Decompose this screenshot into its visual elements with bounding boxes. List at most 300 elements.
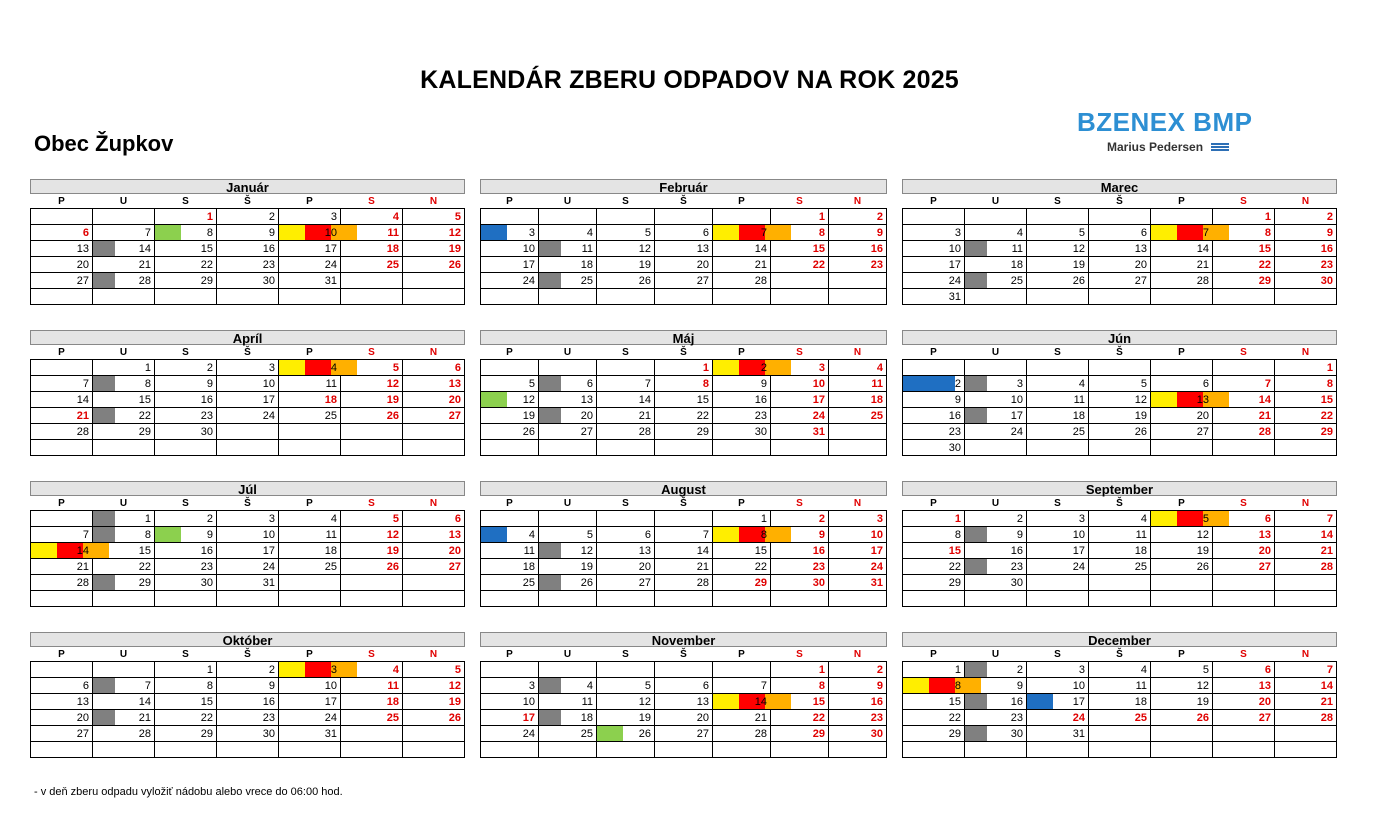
day-cell: [279, 376, 341, 392]
day-number: 14: [638, 393, 651, 406]
day-number: 20: [1196, 409, 1209, 422]
day-cell: [1089, 742, 1151, 758]
day-number: 26: [638, 727, 651, 740]
day-number: 9: [760, 377, 767, 390]
day-cell: [481, 726, 539, 742]
day-cell: [1275, 710, 1337, 726]
day-cell: [771, 662, 829, 678]
day-cell: [341, 273, 403, 289]
day-number: 7: [644, 377, 651, 390]
day-cell: [655, 678, 713, 694]
weekday-header: P: [306, 497, 313, 509]
collection-marker: [305, 360, 331, 375]
day-cell: [1027, 694, 1089, 710]
day-cell: [1151, 209, 1213, 225]
day-cell: [1089, 209, 1151, 225]
day-cell: [771, 257, 829, 273]
day-cell: [829, 273, 887, 289]
weekday-header: U: [991, 195, 1000, 207]
weekday-header: P: [930, 497, 937, 509]
day-cell: [481, 424, 539, 440]
day-cell: [1213, 376, 1275, 392]
day-number: 30: [200, 425, 213, 438]
day-cell: [829, 710, 887, 726]
day-cell: [217, 511, 279, 527]
week-row: [481, 408, 887, 424]
week-row: [481, 742, 887, 758]
day-number: 3: [1016, 377, 1023, 390]
day-cell: [713, 360, 771, 376]
month-január: [30, 179, 465, 305]
day-cell: [341, 742, 403, 758]
week-row: [481, 376, 887, 392]
day-cell: [713, 710, 771, 726]
day-cell: [341, 392, 403, 408]
day-cell: [771, 392, 829, 408]
collection-marker: [713, 360, 739, 375]
day-cell: [965, 694, 1027, 710]
week-row: [481, 225, 887, 241]
day-cell: [597, 289, 655, 305]
week-row: [903, 225, 1337, 241]
day-number: 19: [386, 393, 399, 406]
day-number: 12: [638, 242, 651, 255]
week-row: [31, 289, 465, 305]
day-number: 29: [138, 425, 151, 438]
day-cell: [713, 591, 771, 607]
day-cell: [655, 742, 713, 758]
day-number: 16: [200, 544, 213, 557]
day-cell: [155, 511, 217, 527]
day-number: 18: [580, 258, 593, 271]
day-number: 13: [448, 377, 461, 390]
day-cell: [655, 694, 713, 710]
day-cell: [403, 559, 465, 575]
week-row: [903, 511, 1337, 527]
day-cell: [1089, 257, 1151, 273]
day-number: 3: [330, 663, 337, 676]
day-cell: [829, 726, 887, 742]
day-cell: [597, 543, 655, 559]
day-cell: [217, 742, 279, 758]
weekday-header: U: [563, 195, 572, 207]
day-cell: [93, 376, 155, 392]
day-cell: [539, 559, 597, 575]
day-number: 20: [448, 544, 461, 557]
day-cell: [217, 360, 279, 376]
week-row: [481, 289, 887, 305]
week-row: [903, 408, 1337, 424]
day-cell: [481, 591, 539, 607]
day-cell: [655, 543, 713, 559]
collection-marker: [965, 559, 987, 574]
weekday-header: S: [182, 497, 189, 509]
week-row: [31, 209, 465, 225]
week-row: [481, 559, 887, 575]
day-number: 17: [948, 258, 961, 271]
day-cell: [341, 575, 403, 591]
day-cell: [93, 662, 155, 678]
day-number: 9: [268, 226, 275, 239]
day-cell: [597, 440, 655, 456]
week-row: [31, 257, 465, 273]
collection-marker: [93, 575, 115, 590]
day-cell: [1213, 575, 1275, 591]
day-number: 17: [522, 711, 535, 724]
day-cell: [829, 408, 887, 424]
week-row: [31, 662, 465, 678]
weekday-header: S: [1240, 195, 1247, 207]
day-cell: [31, 543, 93, 559]
day-number: 30: [1010, 727, 1023, 740]
week-row: [481, 662, 887, 678]
day-number: 8: [818, 679, 825, 692]
collection-marker: [539, 273, 561, 288]
day-cell: [1275, 726, 1337, 742]
day-number: 27: [1196, 425, 1209, 438]
weekday-header: P: [738, 497, 745, 509]
day-number: 19: [448, 695, 461, 708]
day-number: 13: [696, 695, 709, 708]
day-cell: [1275, 678, 1337, 694]
day-cell: [829, 543, 887, 559]
day-number: 21: [754, 258, 767, 271]
week-row: [31, 225, 465, 241]
day-cell: [155, 440, 217, 456]
day-cell: [1213, 408, 1275, 424]
week-row: [903, 392, 1337, 408]
week-row: [903, 273, 1337, 289]
day-number: 27: [696, 274, 709, 287]
day-cell: [713, 527, 771, 543]
day-cell: [965, 376, 1027, 392]
day-cell: [403, 424, 465, 440]
collection-marker: [965, 273, 987, 288]
day-number: 29: [948, 727, 961, 740]
day-number: 2: [954, 377, 961, 390]
day-cell: [1027, 678, 1089, 694]
weekday-header: U: [563, 497, 572, 509]
day-cell: [403, 511, 465, 527]
company-logo: [1077, 107, 1277, 154]
day-number: 4: [586, 679, 593, 692]
day-number: 10: [522, 695, 535, 708]
day-cell: [903, 591, 965, 607]
day-number: 29: [138, 576, 151, 589]
day-cell: [903, 209, 965, 225]
day-number: 30: [262, 727, 275, 740]
week-row: [31, 543, 465, 559]
day-cell: [93, 678, 155, 694]
day-number: 9: [876, 226, 883, 239]
day-number: 22: [754, 560, 767, 573]
month-table: [902, 647, 1337, 758]
day-cell: [1027, 408, 1089, 424]
week-row: [481, 678, 887, 694]
day-number: 24: [522, 727, 535, 740]
day-number: 6: [454, 361, 461, 374]
day-number: 1: [1264, 210, 1271, 223]
day-cell: [965, 225, 1027, 241]
day-cell: [1213, 440, 1275, 456]
weekday-header: U: [991, 497, 1000, 509]
day-cell: [713, 678, 771, 694]
day-number: 12: [580, 544, 593, 557]
day-cell: [1275, 575, 1337, 591]
day-cell: [1027, 289, 1089, 305]
day-cell: [31, 694, 93, 710]
day-cell: [93, 511, 155, 527]
day-cell: [31, 710, 93, 726]
day-cell: [655, 527, 713, 543]
day-number: 11: [523, 544, 535, 557]
day-cell: [539, 591, 597, 607]
week-row: [481, 694, 887, 710]
day-cell: [1027, 392, 1089, 408]
day-cell: [539, 440, 597, 456]
day-cell: [31, 511, 93, 527]
day-cell: [539, 543, 597, 559]
day-cell: [1275, 241, 1337, 257]
day-cell: [403, 289, 465, 305]
day-cell: [93, 257, 155, 273]
week-row: [903, 742, 1337, 758]
weekday-header: P: [306, 346, 313, 358]
day-cell: [155, 678, 217, 694]
day-cell: [771, 273, 829, 289]
day-number: 15: [948, 544, 961, 557]
month-table: [902, 496, 1337, 607]
day-cell: [903, 678, 965, 694]
day-cell: [481, 376, 539, 392]
day-number: 12: [638, 695, 651, 708]
day-cell: [481, 694, 539, 710]
day-cell: [341, 543, 403, 559]
day-cell: [403, 742, 465, 758]
weekday-header: U: [119, 346, 128, 358]
day-number: 4: [876, 361, 883, 374]
day-cell: [597, 694, 655, 710]
day-number: 30: [262, 274, 275, 287]
day-cell: [155, 289, 217, 305]
day-cell: [217, 257, 279, 273]
day-cell: [1089, 710, 1151, 726]
day-number: 23: [200, 560, 213, 573]
day-cell: [597, 726, 655, 742]
day-number: 29: [200, 274, 213, 287]
day-cell: [597, 360, 655, 376]
day-number: 18: [1134, 544, 1147, 557]
collection-marker: [279, 662, 305, 677]
day-cell: [279, 575, 341, 591]
day-cell: [93, 591, 155, 607]
month-júl: [30, 481, 465, 607]
day-number: 7: [760, 226, 767, 239]
day-cell: [655, 591, 713, 607]
day-number: 10: [870, 528, 883, 541]
day-cell: [481, 662, 539, 678]
day-cell: [31, 209, 93, 225]
collection-marker: [305, 662, 331, 677]
day-cell: [31, 726, 93, 742]
day-number: 17: [1072, 544, 1085, 557]
day-cell: [403, 726, 465, 742]
day-cell: [1275, 694, 1337, 710]
logo-main-text: BZENEX BMP: [1077, 107, 1253, 137]
day-cell: [965, 209, 1027, 225]
day-cell: [771, 408, 829, 424]
day-cell: [341, 710, 403, 726]
day-cell: [279, 710, 341, 726]
day-cell: [1089, 392, 1151, 408]
day-number: 11: [581, 695, 593, 708]
day-cell: [655, 289, 713, 305]
day-number: 2: [1016, 663, 1023, 676]
day-number: 8: [206, 679, 213, 692]
day-number: 2: [1016, 512, 1023, 525]
week-row: [481, 575, 887, 591]
day-cell: [1213, 591, 1275, 607]
weekday-header: S: [368, 195, 375, 207]
day-cell: [829, 392, 887, 408]
weekday-header: N: [1301, 195, 1310, 207]
week-row: [903, 662, 1337, 678]
day-cell: [279, 527, 341, 543]
month-table: [30, 345, 465, 456]
weekday-header: N: [853, 346, 862, 358]
week-row: [481, 710, 887, 726]
month-august: [480, 481, 887, 607]
day-cell: [655, 209, 713, 225]
day-cell: [597, 511, 655, 527]
day-number: 22: [138, 560, 151, 573]
day-cell: [655, 241, 713, 257]
weekday-header: Š: [1116, 195, 1123, 207]
day-number: 14: [1320, 679, 1333, 692]
day-cell: [1027, 726, 1089, 742]
day-cell: [903, 376, 965, 392]
day-cell: [903, 543, 965, 559]
day-cell: [217, 408, 279, 424]
day-cell: [93, 241, 155, 257]
day-cell: [1213, 678, 1275, 694]
day-cell: [1151, 424, 1213, 440]
day-number: 16: [870, 695, 883, 708]
day-number: 15: [138, 393, 151, 406]
day-cell: [155, 376, 217, 392]
day-number: 23: [812, 560, 825, 573]
day-cell: [155, 360, 217, 376]
day-cell: [1151, 392, 1213, 408]
day-number: 4: [1016, 226, 1023, 239]
day-cell: [217, 225, 279, 241]
day-cell: [1151, 591, 1213, 607]
day-number: 8: [206, 226, 213, 239]
day-number: 13: [696, 242, 709, 255]
day-number: 25: [1010, 274, 1023, 287]
day-cell: [771, 559, 829, 575]
day-cell: [155, 273, 217, 289]
day-number: 8: [1326, 377, 1333, 390]
day-number: 31: [262, 576, 275, 589]
day-number: 31: [324, 274, 337, 287]
day-cell: [771, 209, 829, 225]
day-cell: [1275, 424, 1337, 440]
day-cell: [1151, 257, 1213, 273]
day-number: 16: [754, 393, 767, 406]
day-cell: [655, 424, 713, 440]
day-number: 26: [1196, 560, 1209, 573]
day-cell: [829, 440, 887, 456]
week-row: [31, 678, 465, 694]
day-cell: [481, 559, 539, 575]
day-number: 10: [948, 242, 961, 255]
day-cell: [965, 273, 1027, 289]
day-cell: [155, 424, 217, 440]
day-cell: [597, 392, 655, 408]
day-cell: [771, 376, 829, 392]
day-number: 11: [581, 242, 593, 255]
day-cell: [481, 241, 539, 257]
day-number: 27: [580, 425, 593, 438]
day-cell: [1151, 527, 1213, 543]
weekday-header: N: [1301, 648, 1310, 660]
day-number: 2: [206, 361, 213, 374]
day-number: 29: [1320, 425, 1333, 438]
day-number: 2: [876, 210, 883, 223]
day-cell: [93, 726, 155, 742]
day-cell: [1275, 742, 1337, 758]
day-cell: [481, 710, 539, 726]
day-cell: [1089, 527, 1151, 543]
day-cell: [31, 591, 93, 607]
day-cell: [481, 742, 539, 758]
day-number: 13: [1258, 679, 1271, 692]
day-number: 24: [324, 711, 337, 724]
weekday-header: S: [622, 497, 629, 509]
day-cell: [1027, 257, 1089, 273]
day-cell: [31, 376, 93, 392]
day-number: 24: [948, 274, 961, 287]
day-cell: [965, 511, 1027, 527]
week-row: [903, 710, 1337, 726]
day-number: 28: [638, 425, 651, 438]
day-cell: [829, 225, 887, 241]
day-cell: [217, 376, 279, 392]
day-number: 28: [754, 274, 767, 287]
day-cell: [1027, 559, 1089, 575]
day-cell: [771, 241, 829, 257]
day-number: 13: [448, 528, 461, 541]
day-number: 26: [522, 425, 535, 438]
day-cell: [597, 575, 655, 591]
day-number: 9: [954, 393, 961, 406]
day-number: 25: [522, 576, 535, 589]
weekday-header: S: [1054, 195, 1061, 207]
day-cell: [539, 694, 597, 710]
day-cell: [217, 209, 279, 225]
day-number: 22: [200, 711, 213, 724]
day-number: 2: [876, 663, 883, 676]
collection-marker: [93, 241, 115, 256]
day-number: 8: [954, 528, 961, 541]
day-number: 15: [948, 695, 961, 708]
day-cell: [481, 678, 539, 694]
day-number: 23: [948, 425, 961, 438]
day-number: 1: [818, 663, 825, 676]
day-number: 12: [1196, 679, 1209, 692]
week-row: [903, 209, 1337, 225]
